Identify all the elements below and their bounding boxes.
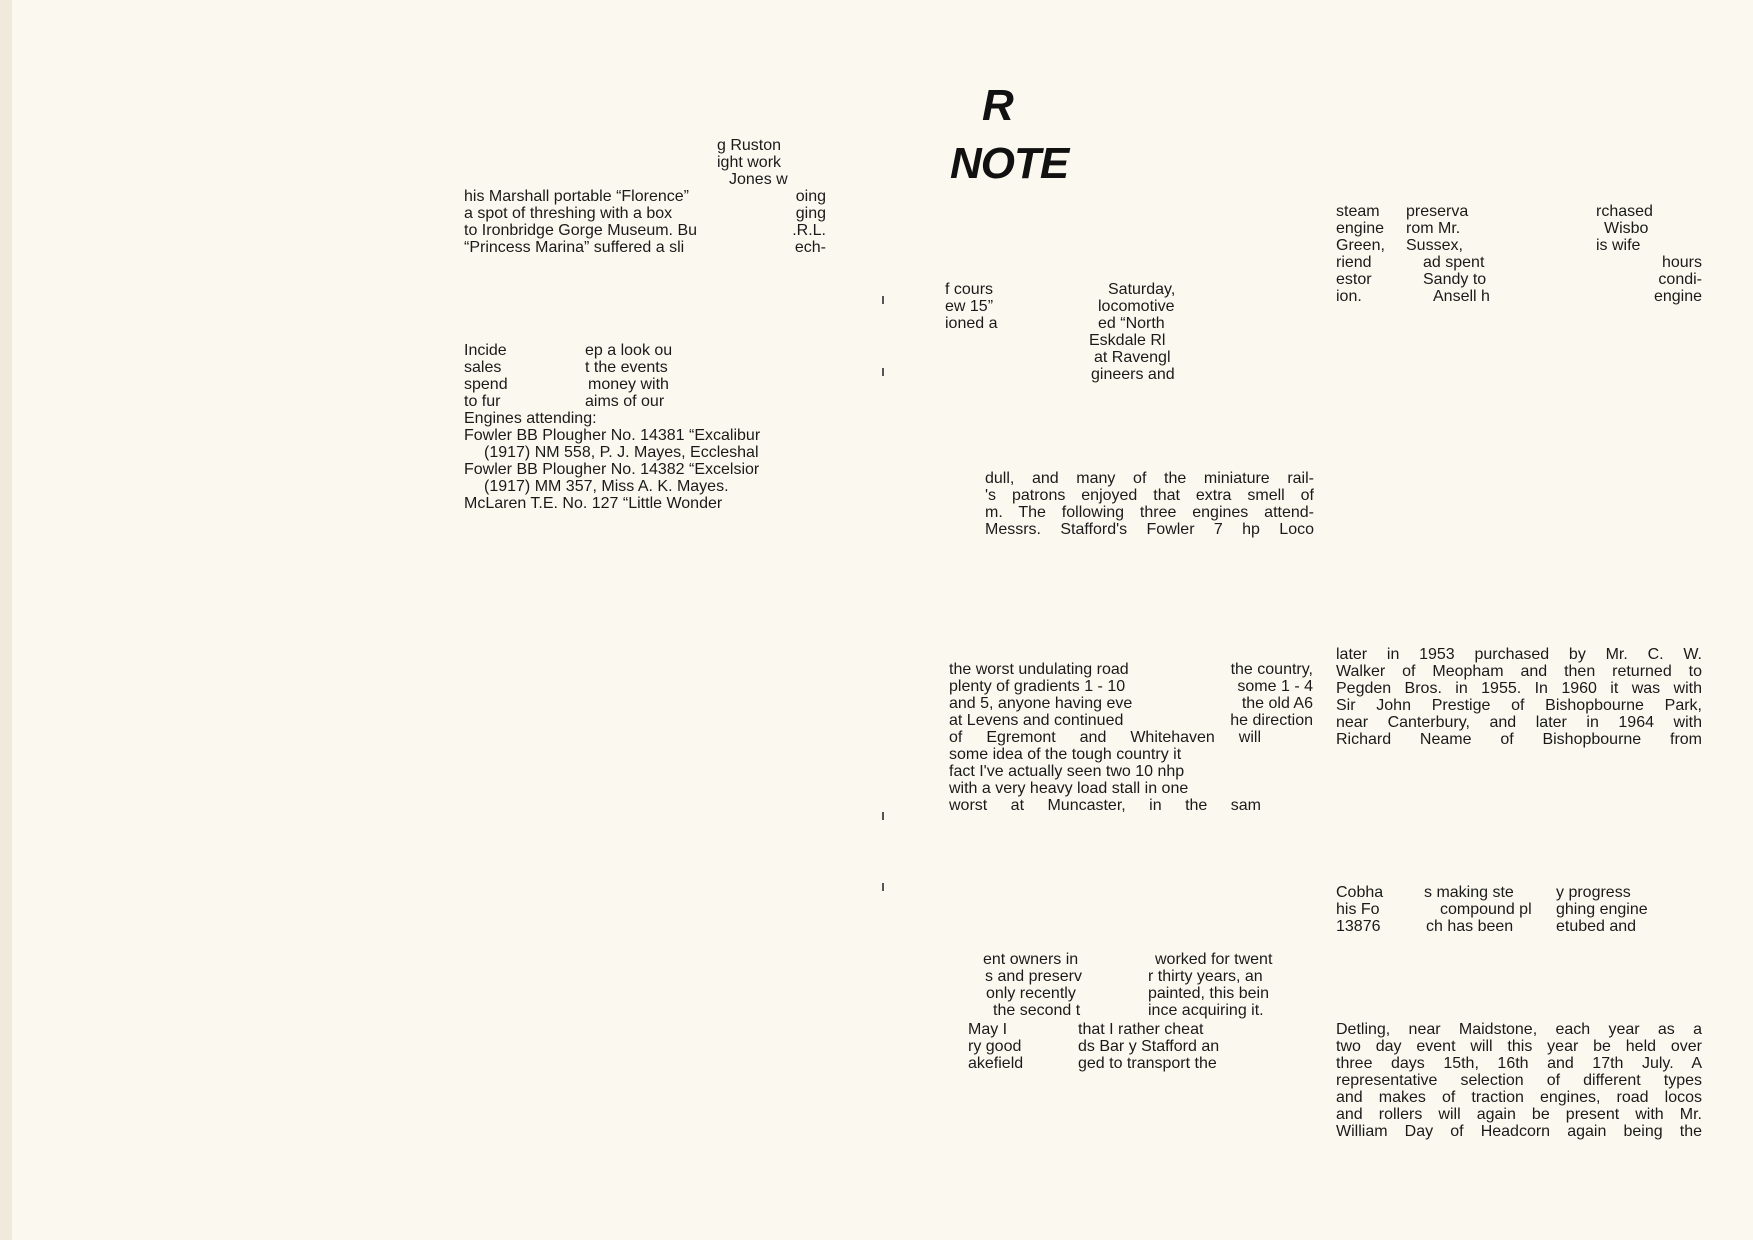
- mid-paragraph-a: f cours Saturday, ew 15” locomotive ioned a ed “North: [945, 281, 1176, 332]
- mid-paragraph-c-cont: of Egremont and Whitehaven will some idea of the tough country it fact I've actually seen two 10 nhp with a very heavy load stall in one worst at Muncaster, in the sam: [949, 729, 1261, 814]
- heading-letter: R: [982, 81, 1014, 130]
- gutter-mark: [882, 883, 884, 891]
- right-paragraph-a: steam preserva rchased engine rom Mr. Wisbo Green, Sussex, is wife riend ad spent hours estor Sandy to condi- ion. Ansell h engine: [1336, 203, 1702, 305]
- left-engines-list: Engines attending: Fowler BB Plougher No. 14381 “Excalibur (1917) NM 558, P. J. Mayes, Eccleshal Fowler BB Plougher No. 14382 “Excelsior (1917) MM 357, Miss A. K. Mayes. McLaren T.E. No. 127 “Little Wonder: [464, 410, 761, 512]
- gutter-mark: [882, 812, 884, 820]
- mid-paragraph-a-cont: Eskdale Rl at Ravengl gineers and: [1089, 332, 1175, 383]
- left-paragraph-a: his Marshall portable “Florence” oing a spot of threshing with a box ging to Ironbridge Gorge Museum. Bu .R.L. “Princess Marina” suffered a sli ech-: [464, 188, 826, 256]
- mid-paragraph-c: the worst undulating road the country, plenty of gradients 1 - 10 some 1 - 4 and 5, anyone having eve the old A6 at Levens and continued he direction: [949, 661, 1313, 729]
- page-edge: [0, 0, 12, 1240]
- gutter-mark: [882, 368, 884, 376]
- mid-paragraph-d: ent owners in worked for twent s and preserv r thirty years, an only recently painted, this bein the second t ince acquiring it.: [983, 951, 1273, 1019]
- left-paragraph-b: Incide ep a look ou sales t the events spend money with to fur aims of our: [464, 342, 673, 410]
- mid-paragraph-e: May I that I rather cheat ry good ds Bar y Stafford an akefield ged to transport the: [968, 1021, 1220, 1072]
- right-paragraph-d: Detling, near Maidstone, each year as a two day event will this year be held over three days 15th, 16th and 17th July. A representative selection of different types and makes of traction engines, road locos and rollers will again be present with Mr. William Day of Headcorn again being the: [1336, 1021, 1702, 1140]
- mid-paragraph-b: dull, and many of the miniature rail- 's patrons enjoyed that extra smell of m. The following three engines attend- Messrs. Stafford's Fowler 7 hp Loco: [985, 470, 1314, 538]
- gutter-mark: [882, 296, 884, 304]
- left-fragment-a-right: g Ruston ight work Jones w: [717, 137, 788, 188]
- right-paragraph-c: Cobha s making ste y progress his Fo compound pl ghing engine 13876 ch has been etubed and: [1336, 884, 1648, 935]
- right-paragraph-b: later in 1953 purchased by Mr. C. W. Walker of Meopham and then returned to Pegden Bros. in 1955. In 1960 it was with Sir John Prestige of Bishopbourne Park, near Canterbury, and later in 1964 with Richard Neame of Bishopbourne from: [1336, 646, 1702, 748]
- heading-word: NOTE: [950, 139, 1069, 188]
